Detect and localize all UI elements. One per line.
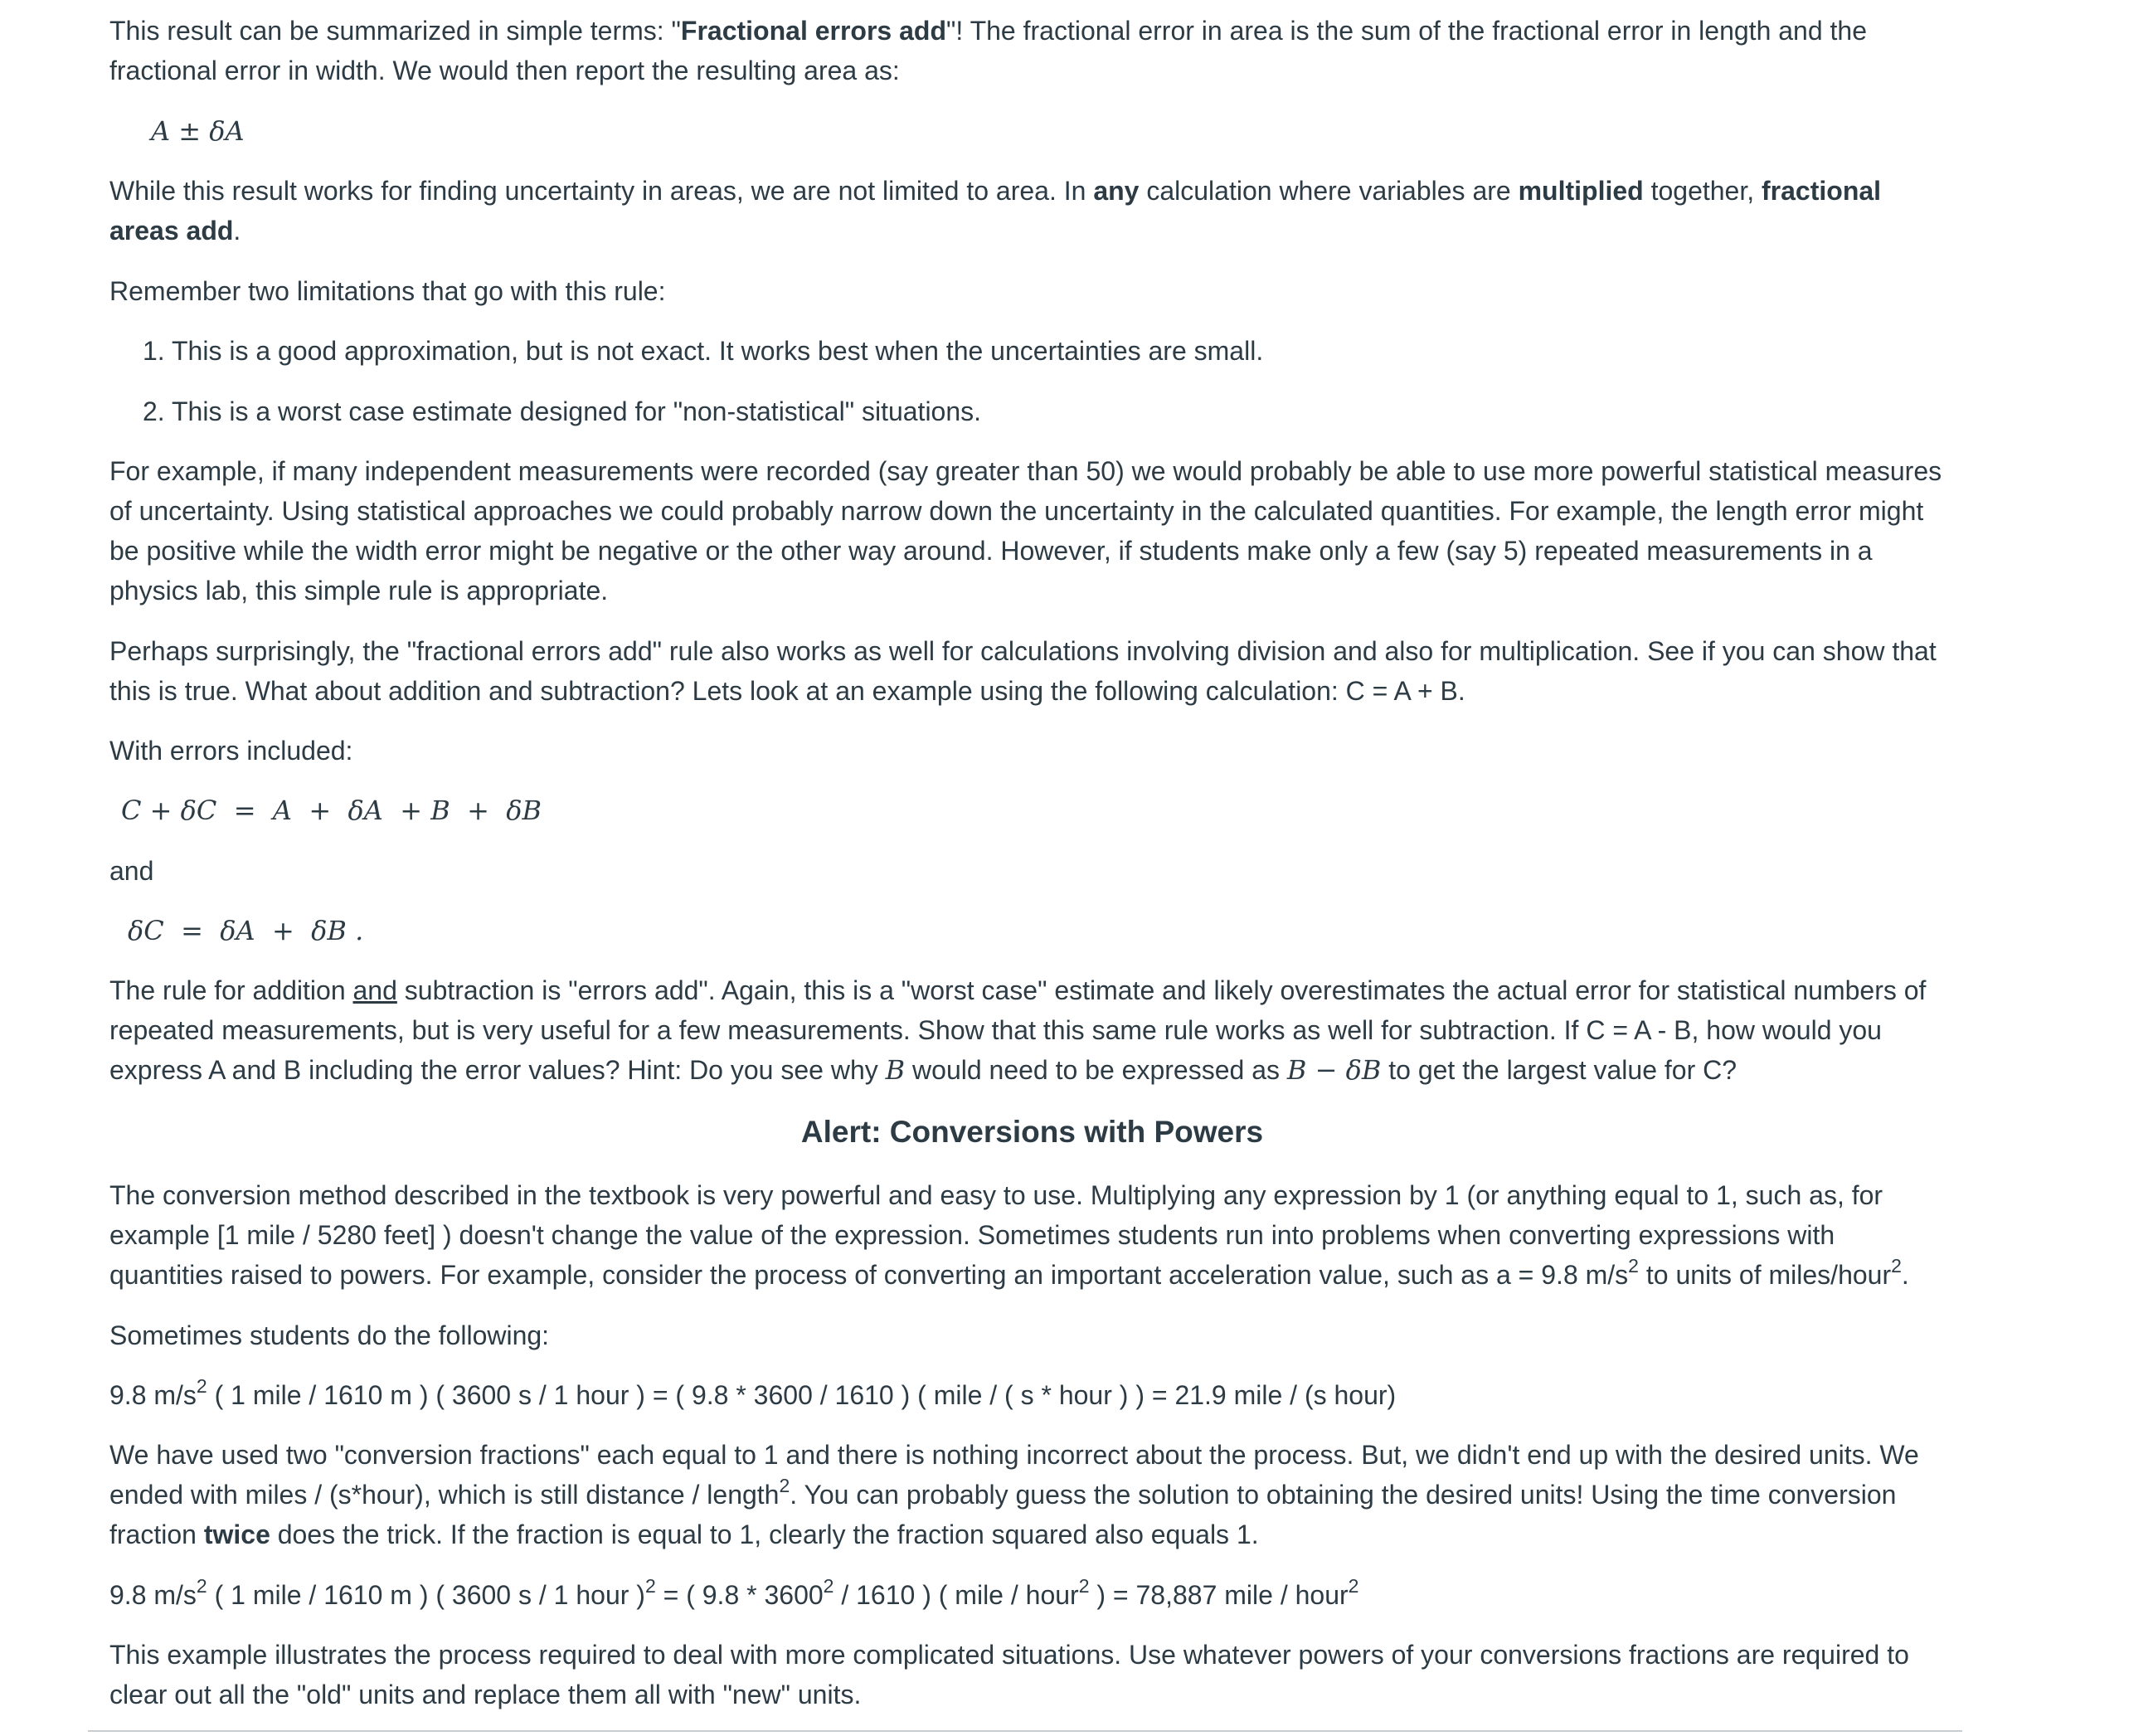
paragraph-fractional-errors: This result can be summarized in simple terms: "Fractional errors add"! The fractional error in area is the sum of the fractional error in length and the fractional error in width. We would then report the resulting area as: <box>109 16 1868 85</box>
calculation-incorrect-units: 9.8 $m/s^2$ ( 1 mile / 1610 m ) ( 3600 s / 1 hour ) = ( 9.8 * 3600 / 1610 ) ( mile / ( s * hour ) ) = 21.9 mile / (s hour) <box>109 1375 1397 1410</box>
limitations-list-2 <box>109 391 1988 431</box>
divider <box>88 1730 1962 1732</box>
paragraph-statistical-measures: For example, if many independent measurements were recorded (say greater than 50) we would probably be able to use more powerful statistical measures of uncertainty. Using statistical approaches we could probably narrow down the uncertainty in the calculated quantities. For example, the length error might be positive while the width error might be negative or the other way around. However, if students make only a few (say 5) repeated measurements in a physics lab, this simple rule is appropriate. <box>109 456 1942 605</box>
paragraph-conversion-fractions: We have used two "conversion fractions" each equal to 1 and there is nothing incorrect about the process. But, we didn't end up with the desired units. We ended with miles / (s*hour), which is still distance / length$^2$. You can probably guess the solution to obtaining the desired units! Using the time conversion fraction twice does the trick. If the fraction is equal to 1, clearly the fraction squared also equals 1. <box>109 1440 1919 1549</box>
section-heading: Alert: Conversions with Powers <box>800 1115 1264 1149</box>
paragraph-complicated-situations: This example illustrates the process required to deal with more complicated situations. Use whatever powers of your conversions fractions are required to clear out all the "old" units and replace them all with "new" units. <box>109 1640 1909 1709</box>
underlined-and: and <box>352 975 397 1005</box>
paragraph-division-multiplication: Perhaps surprisingly, the "fractional errors add" rule also works as well for calculations involving division and also for multiplication. See if you can show that this is true. What about addition and subtraction? Lets look at an example using the following calculation: C = A + B. <box>109 636 1937 706</box>
equation-error-sum: δC = δA + δB . <box>128 915 364 946</box>
bold-fractional-errors-add: Fractional errors add <box>680 16 946 46</box>
paragraph-students-do: Sometimes students do the following: <box>109 1320 550 1350</box>
list-item: 1. This is a good approximation, but is not exact. It works best when the uncertainties are small. <box>143 336 1264 366</box>
equation-area: A ± δA <box>151 115 245 147</box>
calculation-correct-units: 9.8 $m/s^2$ ( 1 mile / 1610 m ) ( 3600 s / 1 hour )$^2$ = ( 9.8 * 3600$^2$ / 1610 ) ( mile / hour$^2$ ) = 78,887 mile / hour$^2$ <box>109 1575 1359 1610</box>
paragraph-limitations-intro: Remember two limitations that go with this rule: <box>109 276 666 306</box>
equation-sum-with-errors: C + δC = A + δA + B + δB <box>121 795 542 826</box>
paragraph-errors-included: With errors included: <box>109 736 353 766</box>
limitations-list <box>109 331 1988 371</box>
paragraph-conversion-method: The conversion method described in the textbook is very powerful and easy to use. Multiplying any expression by 1 (or anything equal to 1, such as, for example [1 mile / 5280 feet] ) doesn't change the value of the expression. Sometimes students run into problems when converting expressions with quantities raised to powers. For example, consider the process of converting an important acceleration value, such as a = 9.8 $m/s^2$ to units of miles/hour$^2$. <box>109 1180 1909 1290</box>
paragraph-and: and <box>109 856 154 886</box>
paragraph-not-limited-to-area: While this result works for finding uncertainty in areas, we are not limited to area. In any calculation where variables are multiplied together, fractional areas add. <box>109 176 1882 246</box>
list-item: 2. This is a worst case estimate designed for "non-statistical" situations. <box>143 396 982 426</box>
paragraph-errors-add-rule: The rule for addition and subtraction is "errors add". Again, this is a "worst case" estimate and likely overestimates the actual error for statistical numbers of repeated measurements, but is very useful for a few measurements. Show that this same rule works as well for subtraction. If C = A - B, how would you express A and B including the error values? Hint: Do you see why B would need to be expressed as B − δB to get the largest value for C? <box>109 975 1927 1086</box>
